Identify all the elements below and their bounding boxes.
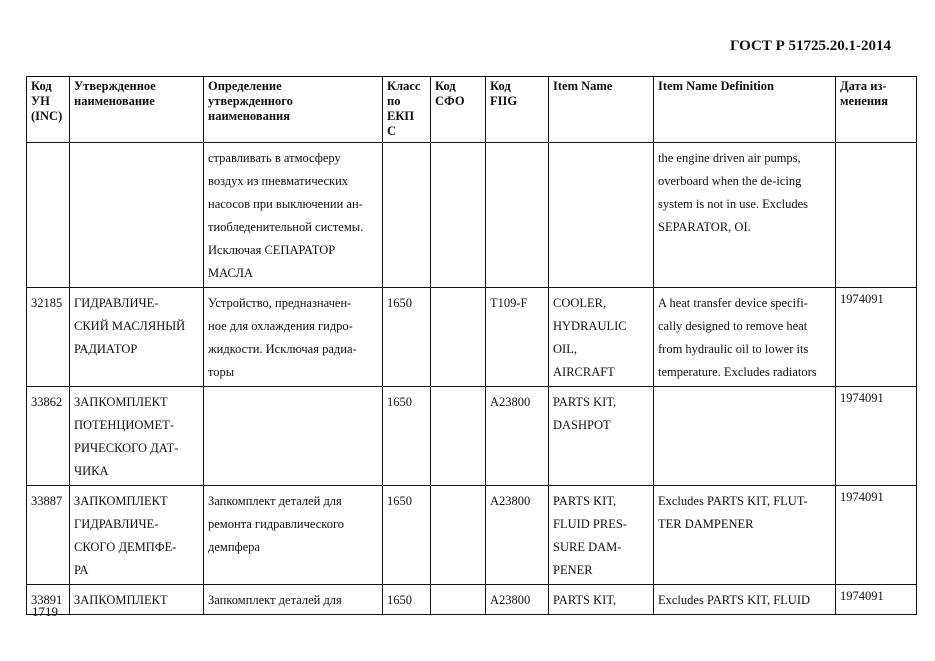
cell-fiig: A23800 — [486, 387, 549, 486]
cell-approved-name: ЗАПКОМПЛЕКТ ГИДРАВЛИЧЕ- СКОГО ДЕМПФЕ- РА — [70, 486, 204, 585]
cell-date: 1974091 — [836, 486, 917, 585]
cell-item-name: PARTS KIT, FLUID PRES- SURE DAM- PENER — [549, 486, 654, 585]
cell-definition: Устройство, предназначен- ное для охлаждения гидро- жидкости. Исключая радиа- торы — [204, 288, 383, 387]
cell-definition — [204, 387, 383, 486]
cell-date: 1974091 — [836, 387, 917, 486]
catalog-table — [26, 76, 917, 615]
cell-class: 1650 — [383, 585, 431, 615]
header-class: Класс по ЕКП С — [383, 77, 431, 143]
cell-item-definition: A heat transfer device specifi- cally designed to remove heat from hydraulic oil to lower its temperature. Excludes radiators — [654, 288, 836, 387]
cell-class — [383, 143, 431, 288]
header-change-date: Дата из- менения — [836, 77, 917, 143]
cell-approved-name: ЗАПКОМПЛЕКТ — [70, 585, 204, 615]
table-body — [27, 143, 917, 615]
page-number: 1719 — [32, 604, 58, 619]
header-definition: Определение утвержденного наименования — [204, 77, 383, 143]
table-header-row — [27, 77, 917, 143]
cell-item-definition — [654, 387, 836, 486]
cell-code: 33891 — [27, 585, 70, 615]
header-item-name: Item Name — [549, 77, 654, 143]
cell-item-definition: the engine driven air pumps, overboard when the de-icing system is not in use. Excludes SEPARATOR, OI. — [654, 143, 836, 288]
cell-sfo — [431, 585, 486, 615]
cell-code: 32185 — [27, 288, 70, 387]
table-row — [27, 585, 917, 615]
header-inc-code: Код УН (INC) — [27, 77, 70, 143]
cell-item-name: PARTS KIT, DASHPOT — [549, 387, 654, 486]
cell-fiig: T109-F — [486, 288, 549, 387]
cell-item-name: COOLER, HYDRAULIC OIL, AIRCRAFT — [549, 288, 654, 387]
cell-approved-name — [70, 143, 204, 288]
header-fiig-code: Код FIIG — [486, 77, 549, 143]
cell-item-name: PARTS KIT, — [549, 585, 654, 615]
table-row — [27, 143, 917, 288]
cell-code: 33887 — [27, 486, 70, 585]
cell-date — [836, 143, 917, 288]
cell-class: 1650 — [383, 288, 431, 387]
cell-item-definition: Excludes PARTS KIT, FLUT- TER DAMPENER — [654, 486, 836, 585]
cell-approved-name: ГИДРАВЛИЧЕ- СКИЙ МАСЛЯНЫЙ РАДИАТОР — [70, 288, 204, 387]
cell-definition: Запкомплект деталей для — [204, 585, 383, 615]
header-item-name-definition: Item Name Definition — [654, 77, 836, 143]
cell-code: 33862 — [27, 387, 70, 486]
cell-approved-name: ЗАПКОМПЛЕКТ ПОТЕНЦИОМЕТ- РИЧЕСКОГО ДАТ- ЧИКА — [70, 387, 204, 486]
table-row — [27, 288, 917, 387]
cell-sfo — [431, 288, 486, 387]
cell-fiig — [486, 143, 549, 288]
cell-class: 1650 — [383, 486, 431, 585]
cell-date: 1974091 — [836, 288, 917, 387]
cell-item-name — [549, 143, 654, 288]
cell-class: 1650 — [383, 387, 431, 486]
header-approved-name: Утвержденное наименование — [70, 77, 204, 143]
cell-sfo — [431, 143, 486, 288]
cell-fiig: A23800 — [486, 585, 549, 615]
cell-date: 1974091 — [836, 585, 917, 615]
cell-definition: Запкомплект деталей для ремонта гидравлического демпфера — [204, 486, 383, 585]
cell-code — [27, 143, 70, 288]
cell-sfo — [431, 486, 486, 585]
cell-fiig: A23800 — [486, 486, 549, 585]
cell-item-definition: Excludes PARTS KIT, FLUID — [654, 585, 836, 615]
table-row — [27, 387, 917, 486]
cell-definition: стравливать в атмосферу воздух из пневматических насосов при выключении ан- тиобледенительной системы. Исключая СЕПАРАТОР МАСЛА — [204, 143, 383, 288]
header-sfo-code: Код СФО — [431, 77, 486, 143]
cell-sfo — [431, 387, 486, 486]
document-header: ГОСТ Р 51725.20.1-2014 — [729, 38, 891, 54]
table-row — [27, 486, 917, 585]
